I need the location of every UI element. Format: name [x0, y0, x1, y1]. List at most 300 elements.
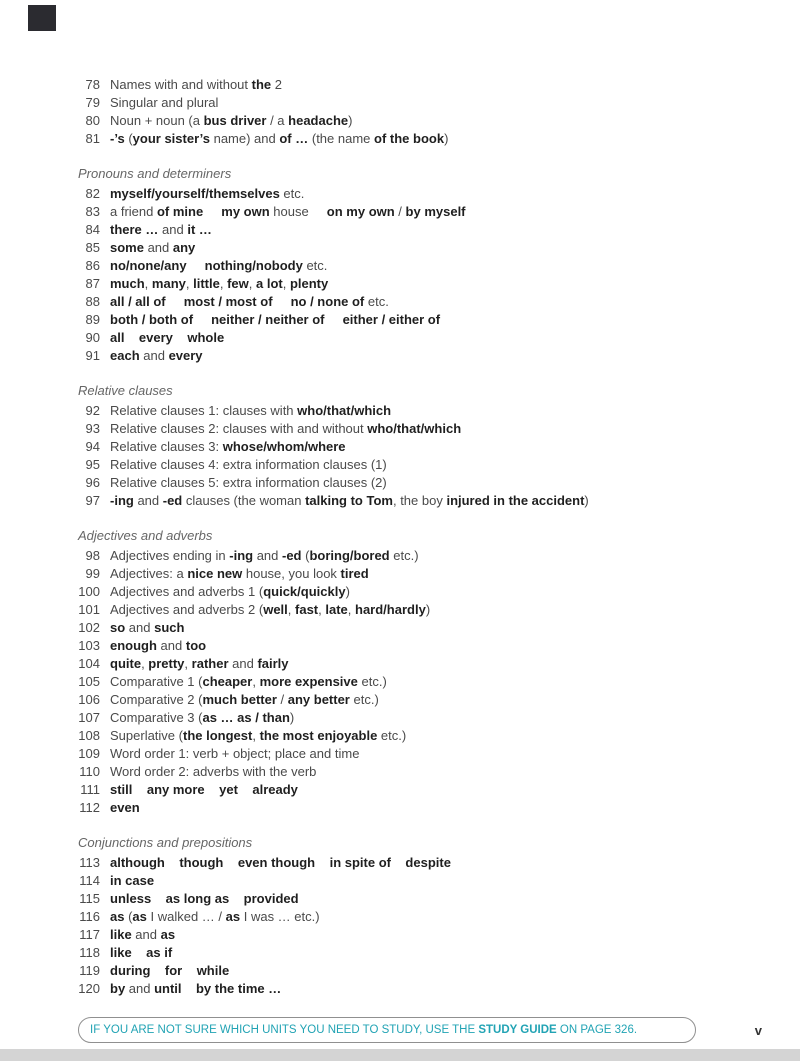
bold-text: as	[160, 927, 176, 942]
unit-number: 96	[85, 475, 100, 490]
unit-title	[110, 130, 735, 148]
bold-text: despite	[405, 855, 451, 870]
section-heading: Relative clauses	[78, 383, 173, 398]
toc-entry	[70, 456, 735, 474]
unit-title	[110, 980, 735, 998]
unit-number: 89	[85, 312, 100, 327]
bold-text: fast	[295, 602, 319, 617]
bold-text: my own	[221, 204, 270, 219]
toc-entry	[70, 130, 735, 148]
plain-text: etc.	[364, 294, 389, 309]
unit-title	[110, 926, 735, 944]
bold-text: rather	[191, 656, 229, 671]
toc-entry	[70, 565, 735, 583]
plain-text: and	[131, 927, 161, 942]
bold-text: such	[154, 620, 185, 635]
unit-title	[110, 583, 735, 601]
bold-text: every	[168, 348, 203, 363]
unit-number: 110	[79, 764, 100, 779]
unit-title	[110, 565, 735, 583]
plain-text	[151, 891, 165, 906]
bold-text: whose/whom/where	[222, 439, 346, 454]
plain-text: , the boy	[392, 493, 447, 508]
bold-text: STUDY GUIDE	[478, 1024, 557, 1036]
toc-entry	[70, 854, 735, 872]
bold-text: whole	[187, 330, 225, 345]
bold-text: even	[110, 800, 140, 815]
bold-text: too	[185, 638, 207, 653]
plain-text	[165, 855, 179, 870]
bold-text: there …	[110, 222, 159, 237]
plain-text: (the name	[308, 131, 375, 146]
bold-text: much better	[202, 692, 277, 707]
bold-text: enough	[110, 638, 157, 653]
plain-text: ,	[144, 276, 152, 291]
plain-text: etc.	[279, 186, 305, 201]
toc-entry	[70, 655, 735, 673]
bold-text: pretty	[148, 656, 185, 671]
unit-title	[110, 492, 735, 510]
bottom-band	[0, 1049, 800, 1061]
unit-number: 97	[85, 493, 100, 508]
unit-number: 104	[78, 656, 100, 671]
unit-title	[110, 203, 735, 221]
plain-text: ,	[282, 276, 290, 291]
bold-text: like	[110, 927, 132, 942]
unit-title	[110, 420, 735, 438]
unit-title	[110, 962, 735, 980]
bold-text: late	[325, 602, 348, 617]
plain-text: Adjectives: a	[110, 566, 188, 581]
bold-text: well	[263, 602, 288, 617]
toc-entry	[70, 257, 735, 275]
unit-title	[110, 275, 735, 293]
bold-text: the	[251, 77, 272, 92]
plain-text: )	[289, 710, 295, 725]
unit-title	[110, 329, 735, 347]
unit-title	[110, 619, 735, 637]
toc-entry	[70, 709, 735, 727]
plain-text: etc.)	[377, 728, 407, 743]
bold-text: injured in the accident	[446, 493, 585, 508]
plain-text: and	[158, 222, 188, 237]
unit-title	[110, 76, 735, 94]
unit-number: 105	[78, 674, 100, 689]
plain-text: and	[253, 548, 282, 563]
toc-entry	[70, 94, 735, 112]
toc-entry	[70, 221, 735, 239]
unit-number: 78	[85, 77, 100, 92]
bold-text: nice new	[187, 566, 243, 581]
bold-text: no / none of	[290, 294, 365, 309]
unit-number: 106	[78, 692, 100, 707]
unit-title	[110, 637, 735, 655]
plain-text: Comparative 2 (	[110, 692, 203, 707]
unit-title	[110, 890, 735, 908]
bold-text: of …	[279, 131, 309, 146]
bold-text: myself/yourself/themselves	[110, 186, 280, 201]
bold-text: already	[252, 782, 298, 797]
plain-text: Relative clauses 2: clauses with and without	[110, 421, 368, 436]
plain-text: Superlative (	[110, 728, 183, 743]
bold-text: all	[110, 330, 125, 345]
plain-text: I was … etc.)	[240, 909, 320, 924]
plain-text: Comparative 3 (	[110, 710, 203, 725]
unit-title	[110, 799, 735, 817]
unit-title	[110, 402, 735, 420]
toc-entry	[70, 438, 735, 456]
plain-text	[150, 963, 164, 978]
plain-text: Names with and without	[110, 77, 252, 92]
toc-entry	[70, 583, 735, 601]
bold-text: the most enjoyable	[259, 728, 378, 743]
plain-text	[182, 981, 196, 996]
bold-text: more expensive	[259, 674, 358, 689]
bold-text: few	[227, 276, 249, 291]
bold-text: who/that/which	[367, 421, 462, 436]
plain-text: house, you look	[242, 566, 341, 581]
unit-number: 79	[85, 95, 100, 110]
bold-text: by	[110, 981, 126, 996]
bold-text: plenty	[289, 276, 329, 291]
unit-title	[110, 673, 735, 691]
unit-number: 94	[85, 439, 100, 454]
plain-text	[132, 782, 146, 797]
bold-text: most / most of	[183, 294, 273, 309]
unit-title	[110, 456, 735, 474]
bold-text: although	[110, 855, 165, 870]
toc-entry	[70, 799, 735, 817]
plain-text: (	[124, 131, 133, 146]
toc-entry	[70, 185, 735, 203]
plain-text: )	[584, 493, 589, 508]
bold-text: nothing/nobody	[204, 258, 303, 273]
bold-text: talking to Tom	[305, 493, 393, 508]
unit-number: 99	[85, 566, 100, 581]
plain-text: clauses (the woman	[182, 493, 306, 508]
bold-text: much	[110, 276, 145, 291]
plain-text: ,	[141, 656, 149, 671]
bold-text: quick/quickly	[263, 584, 346, 599]
bold-text: as … as / than	[202, 710, 290, 725]
bold-text: every	[138, 330, 173, 345]
unit-number: 90	[85, 330, 100, 345]
unit-title	[110, 547, 735, 565]
plain-text: 2	[271, 77, 282, 92]
toc-entry	[70, 239, 735, 257]
toc-entry	[70, 691, 735, 709]
bold-text: tired	[340, 566, 369, 581]
bold-text: a lot	[255, 276, 283, 291]
plain-text: ,	[287, 602, 296, 617]
bold-text: little	[193, 276, 220, 291]
plain-text: )	[348, 113, 353, 128]
plain-text: ,	[252, 728, 260, 743]
plain-text: a friend	[110, 204, 157, 219]
toc-entry	[70, 492, 735, 510]
corner-print-mark	[28, 5, 56, 31]
unit-number: 107	[78, 710, 100, 725]
unit-title	[110, 221, 735, 239]
unit-number: 83	[85, 204, 100, 219]
bold-text: who/that/which	[297, 403, 392, 418]
toc-entry	[70, 745, 735, 763]
bold-text: of mine	[156, 204, 204, 219]
toc-entry	[70, 619, 735, 637]
toc-entry	[70, 962, 735, 980]
bold-text: for	[164, 963, 183, 978]
plain-text	[124, 330, 138, 345]
toc-entry	[70, 763, 735, 781]
bold-text: -ed	[162, 493, 183, 508]
unit-title	[110, 94, 735, 112]
unit-number: 85	[85, 240, 100, 255]
plain-text	[203, 204, 221, 219]
plain-text: Relative clauses 1: clauses with	[110, 403, 298, 418]
bold-text: boring/bored	[309, 548, 390, 563]
plain-text: (	[301, 548, 310, 563]
bold-text: as long as	[165, 891, 230, 906]
plain-text: (	[124, 909, 133, 924]
bold-text: fairly	[257, 656, 289, 671]
bold-text: unless	[110, 891, 152, 906]
bold-text: no/none/any	[110, 258, 187, 273]
bold-text: any more	[146, 782, 205, 797]
bold-text: as	[225, 909, 241, 924]
plain-text	[166, 294, 184, 309]
bold-text: in spite of	[329, 855, 391, 870]
plain-text: / a	[266, 113, 289, 128]
plain-text: )	[425, 602, 431, 617]
bold-text: by myself	[405, 204, 466, 219]
toc-entry	[70, 347, 735, 365]
unit-title	[110, 727, 735, 745]
plain-text: ,	[185, 276, 194, 291]
unit-title	[110, 908, 735, 926]
bold-text: as	[110, 909, 125, 924]
unit-number: 117	[79, 927, 100, 942]
bold-text: your sister’s	[132, 131, 210, 146]
unit-title	[110, 655, 735, 673]
plain-text: IF YOU ARE NOT SURE WHICH UNITS YOU NEED TO STUDY, USE THE	[90, 1024, 479, 1036]
unit-title	[110, 745, 735, 763]
plain-text: Relative clauses 4: extra information clauses (1)	[110, 457, 387, 472]
plain-text	[229, 891, 243, 906]
plain-text	[223, 855, 237, 870]
bold-text: even though	[237, 855, 316, 870]
unit-number: 84	[85, 222, 100, 237]
unit-title	[110, 691, 735, 709]
plain-text: )	[444, 131, 449, 146]
plain-text: and	[125, 981, 155, 996]
bold-text: while	[196, 963, 230, 978]
plain-text: and	[133, 493, 163, 508]
plain-text: etc.	[302, 258, 328, 273]
toc	[70, 76, 735, 998]
plain-text: house	[269, 204, 309, 219]
bold-text: though	[179, 855, 224, 870]
plain-text	[173, 330, 187, 345]
unit-title	[110, 112, 735, 130]
plain-text	[193, 312, 211, 327]
bold-text: it …	[187, 222, 212, 237]
unit-title	[110, 601, 735, 619]
bold-text: many	[151, 276, 186, 291]
plain-text: Adjectives and adverbs 1 (	[110, 584, 264, 599]
plain-text	[238, 782, 252, 797]
plain-text: and	[125, 620, 155, 635]
plain-text: etc.)	[349, 692, 379, 707]
toc-entry	[70, 673, 735, 691]
plain-text: Comparative 1 (	[110, 674, 203, 689]
toc-entry	[70, 601, 735, 619]
bold-text: the longest	[182, 728, 253, 743]
plain-text: etc.)	[357, 674, 387, 689]
bold-text: yet	[219, 782, 238, 797]
plain-text: )	[345, 584, 350, 599]
bold-text: bus driver	[203, 113, 267, 128]
bold-text: headache	[288, 113, 349, 128]
plain-text: ,	[184, 656, 192, 671]
toc-entry	[70, 402, 735, 420]
plain-text	[309, 204, 327, 219]
unit-number: 111	[80, 782, 100, 797]
unit-number: 102	[78, 620, 100, 635]
plain-text	[132, 945, 146, 960]
bold-text: by the time …	[195, 981, 282, 996]
plain-text: I walked … /	[146, 909, 226, 924]
unit-number: 119	[79, 963, 100, 978]
plain-text: Relative clauses 3:	[110, 439, 223, 454]
bold-text: some	[110, 240, 144, 255]
unit-number: 116	[79, 909, 100, 924]
bold-text: during	[110, 963, 151, 978]
plain-text: etc.)	[389, 548, 419, 563]
section-heading: Adjectives and adverbs	[78, 528, 213, 543]
unit-title	[110, 438, 735, 456]
study-guide-note	[78, 1017, 696, 1043]
plain-text: Noun + noun (a	[110, 113, 204, 128]
toc-entry	[70, 311, 735, 329]
toc-entry	[70, 420, 735, 438]
bold-text: -ing	[229, 548, 254, 563]
unit-number: 114	[79, 873, 100, 888]
plain-text	[205, 782, 219, 797]
bold-text: as if	[146, 945, 173, 960]
plain-text: Relative clauses 5: extra information clauses (2)	[110, 475, 387, 490]
unit-number: 109	[78, 746, 100, 761]
plain-text: and	[228, 656, 258, 671]
bold-text: cheaper	[202, 674, 253, 689]
plain-text: and	[143, 240, 173, 255]
toc-entry	[70, 275, 735, 293]
plain-text: Word order 2: adverbs with the verb	[110, 764, 317, 779]
toc-entry	[70, 980, 735, 998]
bold-text: still	[110, 782, 133, 797]
unit-number: 95	[85, 457, 100, 472]
unit-title	[110, 239, 735, 257]
section-heading: Pronouns and determiners	[78, 166, 232, 181]
unit-title	[110, 781, 735, 799]
plain-text: and	[156, 638, 186, 653]
unit-title	[110, 854, 735, 872]
plain-text: and	[139, 348, 169, 363]
section-heading: Conjunctions and prepositions	[78, 835, 253, 850]
toc-entry	[70, 926, 735, 944]
unit-number: 88	[85, 294, 100, 309]
bold-text: so	[110, 620, 126, 635]
toc-entry	[70, 781, 735, 799]
unit-number: 80	[85, 113, 100, 128]
plain-text: ,	[248, 276, 256, 291]
unit-title	[110, 257, 735, 275]
unit-number: 101	[78, 602, 100, 617]
toc-entry	[70, 112, 735, 130]
unit-number: 86	[85, 258, 100, 273]
toc-entry	[70, 329, 735, 347]
unit-title	[110, 763, 735, 781]
plain-text	[182, 963, 196, 978]
toc-entry	[70, 293, 735, 311]
bold-text: both / both of	[110, 312, 194, 327]
unit-title	[110, 311, 735, 329]
bold-text: of the book	[374, 131, 445, 146]
bold-text: either / either of	[342, 312, 441, 327]
bold-text: any	[172, 240, 196, 255]
plain-text: /	[394, 204, 406, 219]
plain-text: Adjectives and adverbs 2 (	[110, 602, 264, 617]
bold-text: -ing	[110, 493, 134, 508]
toc-entry	[70, 890, 735, 908]
bold-text: quite	[110, 656, 142, 671]
bold-text: each	[110, 348, 140, 363]
unit-title	[110, 185, 735, 203]
unit-title	[110, 944, 735, 962]
unit-number: 118	[79, 945, 100, 960]
toc-entry	[70, 944, 735, 962]
unit-number: 113	[79, 855, 100, 870]
unit-number: 92	[85, 403, 100, 418]
toc-entry	[70, 547, 735, 565]
toc-entry	[70, 727, 735, 745]
unit-number: 100	[78, 584, 100, 599]
plain-text: ON PAGE 326.	[556, 1024, 638, 1036]
bold-text: until	[154, 981, 182, 996]
plain-text: Word order 1: verb + object; place and time	[110, 746, 360, 761]
unit-number: 112	[79, 800, 100, 815]
bold-text: in case	[110, 873, 155, 888]
unit-title	[110, 347, 735, 365]
toc-entry	[70, 203, 735, 221]
unit-number: 98	[85, 548, 100, 563]
plain-text: ,	[219, 276, 228, 291]
bold-text: -ed	[282, 548, 302, 563]
unit-title	[110, 474, 735, 492]
bold-text: any better	[287, 692, 350, 707]
plain-text	[187, 258, 205, 273]
bold-text: as	[132, 909, 147, 924]
plain-text	[315, 855, 329, 870]
bold-text: provided	[243, 891, 299, 906]
bold-text: -’s	[110, 131, 125, 146]
toc-entry	[70, 908, 735, 926]
unit-number: 120	[78, 981, 100, 996]
toc-entry	[70, 637, 735, 655]
unit-title	[110, 872, 735, 890]
plain-text: Adjectives ending in	[110, 548, 230, 563]
bold-text: neither / neither of	[211, 312, 325, 327]
plain-text	[391, 855, 405, 870]
